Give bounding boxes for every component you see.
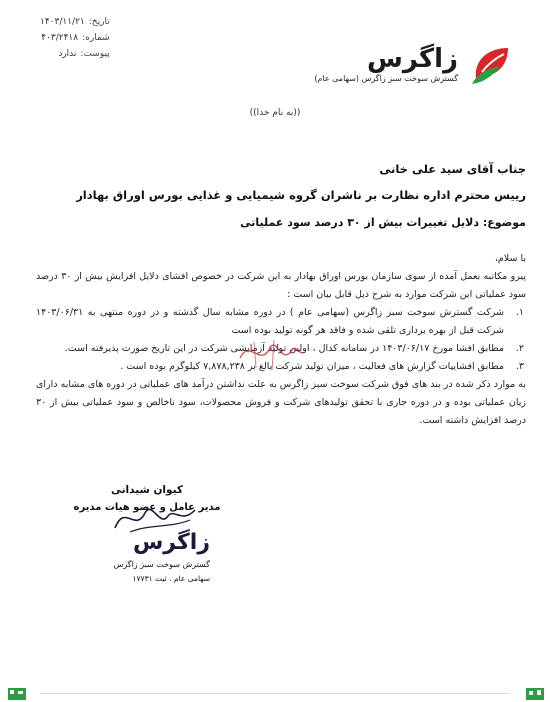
letter-meta (40, 14, 110, 62)
attachment-value: ندارد (58, 49, 77, 59)
date-value: ۱۴۰۳/۱۱/۲۱ (40, 17, 85, 27)
list-item-number: ۲. (515, 343, 524, 354)
list-item-number: ۱. (515, 307, 524, 318)
addressee-title: رییس محترم اداره نظارت بر ناشران گروه شیمیایی و غذایی بورس اوراق بهادار (76, 188, 526, 202)
addressee-block (26, 162, 526, 214)
list-item-text: مطابق افشاییات گزارش های فعالیت ، میزان تولید شرکت بالغ بر ۷,۸۷۸,۲۳۸ کیلوگرم بوده است . (120, 361, 504, 372)
qr-code-icon (526, 688, 544, 700)
footer-divider (40, 693, 510, 694)
qr-code-icon (8, 688, 26, 700)
number-row (40, 30, 110, 46)
signatory-name: کیوان شیدانی (110, 484, 184, 496)
addressee-name: جناب آقای سید علی خانی (379, 162, 526, 176)
list-item-text: مطابق افشا مورخ ۱۴۰۳/۰۶/۱۷ در سامانه کدال ، اولین تولید آزمایشی شرکت در این تاریخ صورت پذیرفته است. (64, 343, 504, 354)
conclusion-paragraph: به موارد ذکر شده در بند های فوق شرکت سوخت سبز زاگرس به علت نداشتن درآمد های عملیاتی در دوره های مشابه دارای زیان عملیاتی بوده و در دوره جاری با تحقق تولیدهای شرکت و فروش محصولات، سود ناخالص و سود عملیاتی بیش از ۳۰ درصد افزایش داشته است. (36, 379, 526, 426)
stamp-registration: سهامی عام . ثبت ۱۷۷۳۱ (132, 574, 210, 583)
logo-wordmark: زاگرس (366, 44, 458, 74)
greeting: با سلام، (494, 253, 526, 264)
number-label: شماره: (82, 33, 110, 43)
company-logo (314, 42, 514, 92)
company-stamp (80, 530, 210, 590)
attachment-row (40, 46, 110, 62)
leaf-logo-icon (468, 42, 514, 88)
stamp-company: گسترش سوخت سبز زاگرس (113, 560, 210, 569)
number-value: ۴۰۳/۲۴۱۸ (41, 33, 79, 43)
stamp-wordmark: زاگرس (132, 530, 210, 555)
intro-paragraph: پیرو مکاتبه بعمل آمده از سوی سازمان بورس اوراق بهادار به این شرکت در خصوص افشای دلایل افزایش بیش از ۳۰ درصد سود عملیاتی این شرکت موارد به شرح ذیل قابل بیان است : (36, 271, 526, 300)
bismillah-heading: ((به نام خدا)) (249, 108, 301, 118)
red-pen-scribble (230, 328, 310, 378)
date-label: تاریخ: (88, 17, 110, 27)
list-item-number: ۳. (515, 361, 524, 372)
logo-subtitle: گسترش سوخت سبز زاگرس (سهامی عام) (314, 74, 458, 83)
attachment-label: پیوست: (80, 49, 110, 59)
subject-line: موضوع: دلایل تغییرات بیش از ۳۰ درصد سود عملیاتی (240, 216, 526, 229)
date-row (40, 14, 110, 30)
signatory-title: مدیر عامل و عضو هیات مدیره (73, 502, 221, 513)
list-item-text: شرکت گسترش سوخت سبز زاگرس (سهامی عام ) در دوره مشابه سال گذشته و در دوره منتهی به ۱۴۰۳/۰۶/۳۱ شرکت قبل از بهره برداری تلقی شده و فاقد هر گونه تولید بوده است (36, 307, 504, 336)
